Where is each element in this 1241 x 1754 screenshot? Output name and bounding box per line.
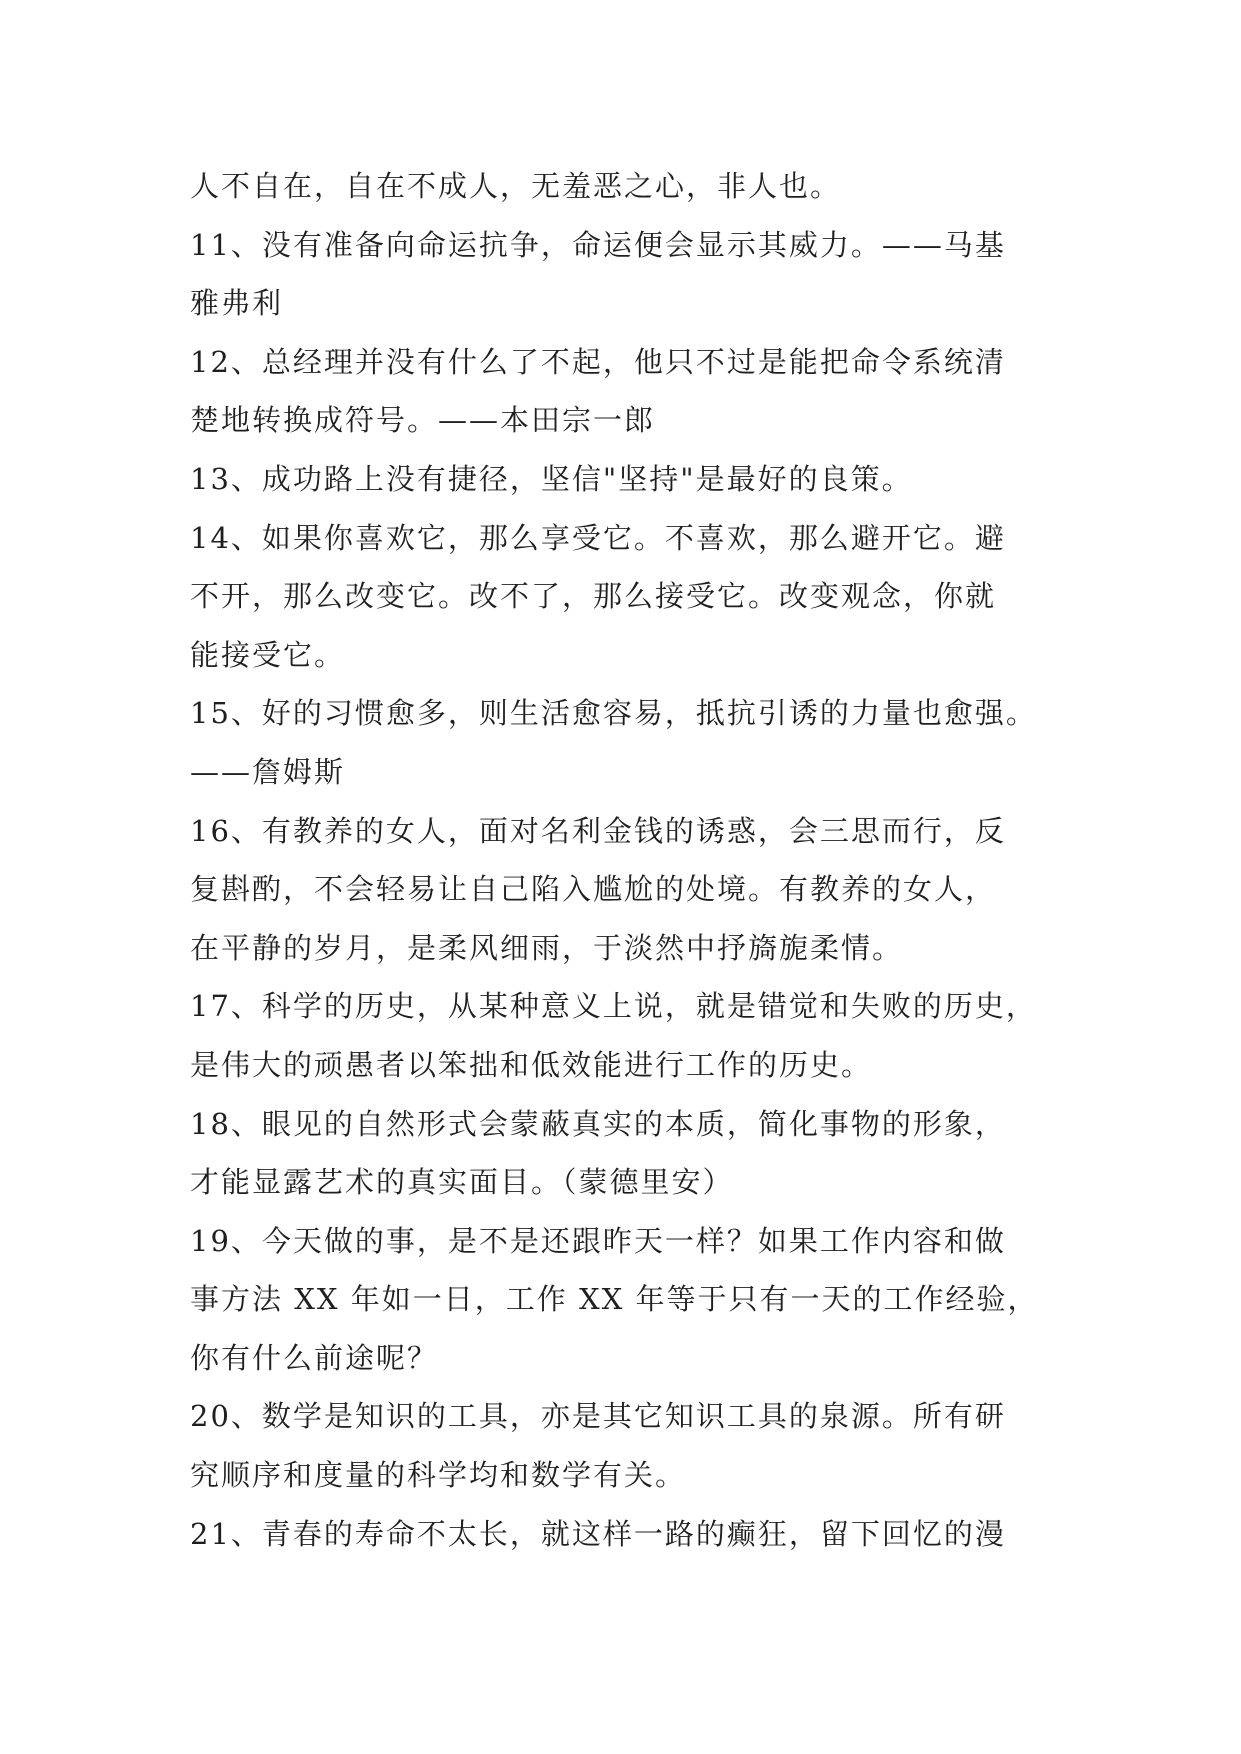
text-line: 21、青春的寿命不太长，就这样一路的癫狂，留下回忆的漫 (190, 1516, 1006, 1551)
text-line: 11、没有准备向命运抗争，命运便会显示其威力。——马基 (190, 227, 1006, 262)
text-line: 12、总经理并没有什么了不起，他只不过是能把命令系统清 (190, 344, 1006, 379)
text-line: 18、眼见的自然形式会蒙蔽真实的本质，简化事物的形象， (190, 1106, 1006, 1141)
text-line: 17、科学的历史，从某种意义上说，就是错觉和失败的历史， (190, 989, 1037, 1024)
text-line: 是伟大的顽愚者以笨拙和低效能进行工作的历史。 (190, 1047, 873, 1082)
text-line: 14、如果你喜欢它，那么享受它。不喜欢，那么避开它。避 (190, 520, 1006, 555)
text-line: 楚地转换成符号。——本田宗一郎 (190, 403, 656, 438)
document-body (190, 157, 1070, 1563)
text-line: 在平静的岁月，是柔风细雨，于淡然中抒旖旎柔情。 (190, 930, 904, 965)
text-line: 20、数学是知识的工具，亦是其它知识工具的泉源。所有研 (190, 1399, 1006, 1434)
text-line: 能接受它。 (190, 637, 346, 672)
text-line: 才能显露艺术的真实面目。（蒙德里安） (190, 1165, 734, 1200)
text-line: ——詹姆斯 (190, 754, 346, 789)
text-line: 究顺序和度量的科学均和数学有关。 (190, 1458, 687, 1493)
text-line: 复斟酌，不会轻易让自己陷入尴尬的处境。有教养的女人， (190, 872, 997, 907)
text-line: 你有什么前途呢？ (190, 1340, 439, 1375)
text-line: 不开，那么改变它。改不了，那么接受它。改变观念，你就 (190, 579, 997, 614)
text-line: 13、成功路上没有捷径，坚信"坚持"是最好的良策。 (190, 461, 913, 496)
text-line: 15、好的习惯愈多，则生活愈容易，抵抗引诱的力量也愈强。 (190, 696, 1037, 731)
text-line: 19、今天做的事，是不是还跟昨天一样？如果工作内容和做 (190, 1223, 1006, 1258)
text-line: 人不自在，自在不成人，无羞恶之心，非人也。 (190, 169, 842, 203)
text-line: 雅弗利 (190, 286, 284, 321)
text-line: 事方法 XX 年如一日，工作 XX 年等于只有一天的工作经验， (190, 1282, 1039, 1317)
text-line: 16、有教养的女人，面对名利金钱的诱惑，会三思而行，反 (190, 813, 1006, 848)
